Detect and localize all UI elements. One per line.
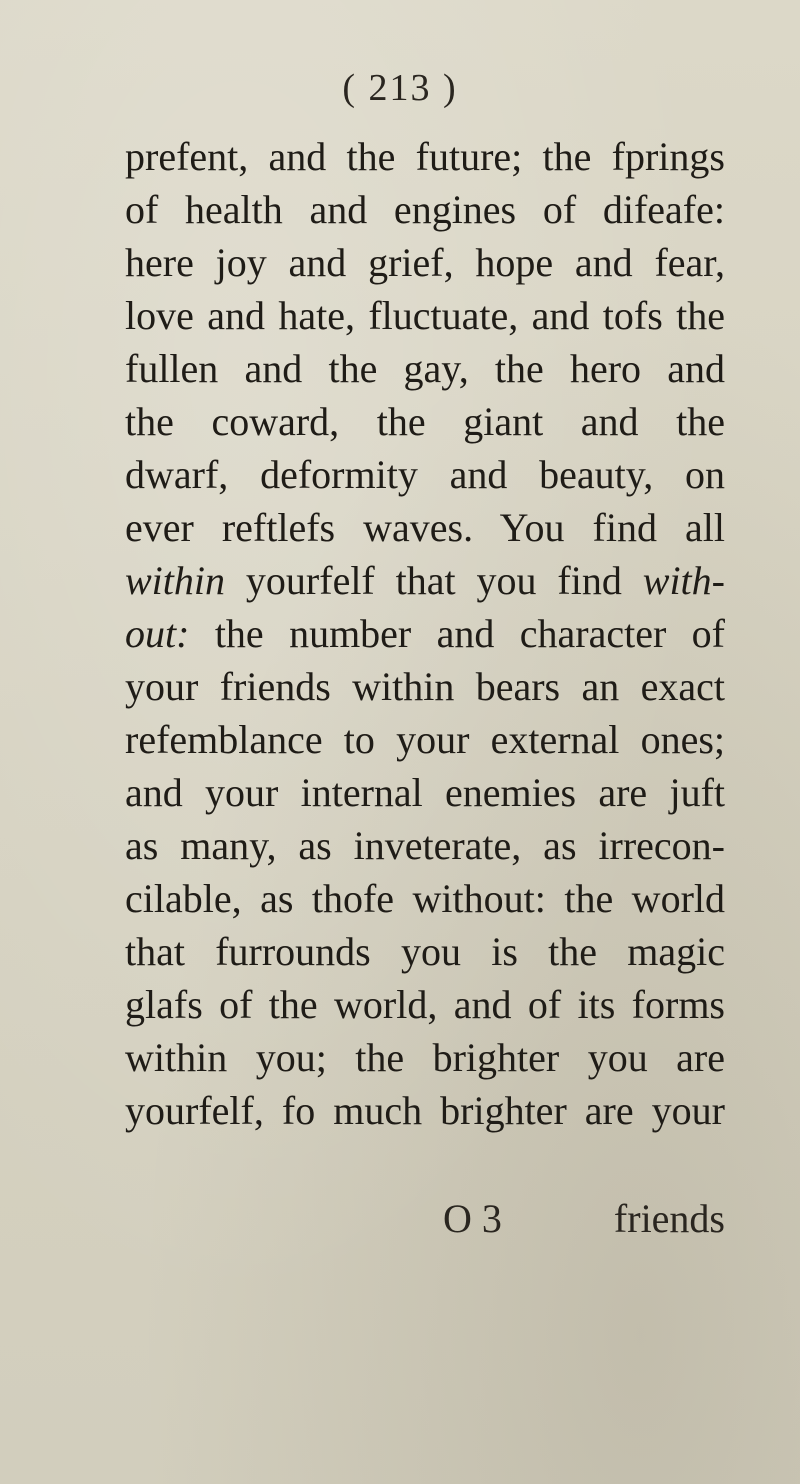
body-text <box>125 130 725 1137</box>
text-line: love and hate, fluctuate, and tofs the <box>125 293 725 338</box>
text-line: your friends within bears an exact <box>125 664 725 709</box>
italic-text: out: <box>125 611 190 656</box>
italic-text: with- <box>642 558 725 603</box>
text-line: prefent, and the future; the fprings <box>125 134 725 179</box>
text-line: out: the number and character of <box>125 611 725 656</box>
text-line: glafs of the world, and of its forms <box>125 982 725 1027</box>
text-line: ever reftlefs waves. You find all <box>125 505 725 550</box>
text-line: within you; the brighter you are <box>125 1035 725 1080</box>
signature-mark: O 3 <box>443 1196 502 1241</box>
text-line: refemblance to your external ones; <box>125 717 725 762</box>
italic-text: within <box>125 558 226 603</box>
text-line: within yourfelf that you find with- <box>125 558 725 603</box>
text-line: that furrounds you is the magic <box>125 929 725 974</box>
page-number: ( 213 ) <box>342 67 458 109</box>
text-line: as many, as inveterate, as irrecon- <box>125 823 725 868</box>
page-footer <box>125 1192 725 1245</box>
text-line: fullen and the gay, the hero and <box>125 346 725 391</box>
text-line: and your internal enemies are juft <box>125 770 725 815</box>
text-line: of health and engines of difeafe: <box>125 187 725 232</box>
text-line: here joy and grief, hope and fear, <box>125 240 725 285</box>
text-line: the coward, the giant and the <box>125 399 725 444</box>
text-line: dwarf, deformity and beauty, on <box>125 452 725 497</box>
text-line: cilable, as thofe without: the world <box>125 876 725 921</box>
text-line: yourfelf, fo much brighter are your <box>125 1088 725 1133</box>
catchword: friends <box>613 1196 725 1241</box>
